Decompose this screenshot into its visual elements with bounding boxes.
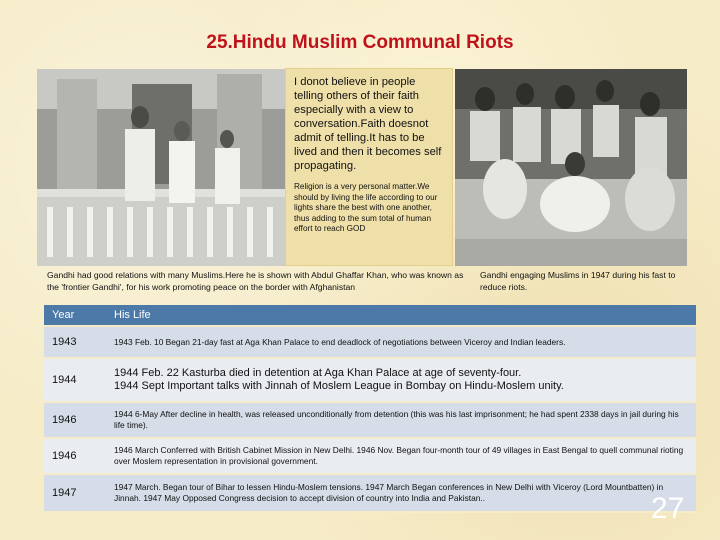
row-life-text: 1943 Feb. 10 Began 21-day fast at Aga Khan Palace to end deadlock of negotiations between Viceroy and Indian leaders.: [106, 326, 696, 358]
table-row: [44, 474, 696, 512]
row-year: 1947: [44, 474, 106, 512]
row-year: 1944: [44, 358, 106, 402]
life-timeline-table: [44, 305, 696, 513]
row-life-text: 1944 6-May After decline in health, was released unconditionally from detention (this was his last imprisonment; he had spent 2338 days in jail during his life time).: [106, 402, 696, 438]
row-life-text: 1946 March Conferred with British Cabinet Mission in New Delhi. 1946 Nov. Began four-month tour of 49 villages in East Bengal to quell communal rioting over Moslem representation in provisional government.: [106, 438, 696, 474]
caption-right: Gandhi engaging Muslims in 1947 during his fast to reduce riots.: [480, 270, 676, 292]
table-header-row: [44, 305, 696, 326]
table-row: [44, 438, 696, 474]
row-life-text: 1947 March. Began tour of Bihar to lessen Hindu-Moslem tensions. 1947 March Began conferences in New Delhi with Viceroy (Lord Mountbatten) in Jinnah. 1947 May Opposed Congress decision to accept division of country into India and Pakistan..: [106, 474, 696, 512]
caption-left: Gandhi had good relations with many Muslims.Here he is shown with Abdul Ghaffar Khan, who was known as the 'frontier Gandhi', for his work promoting peace on the border with Afghanistan: [47, 270, 464, 292]
header-his-life: His Life: [106, 305, 696, 326]
header-year: Year: [44, 305, 106, 326]
table-row: [44, 358, 696, 402]
table-row: [44, 402, 696, 438]
photo-gandhi-fast-1947: [455, 69, 687, 266]
slide-title: 25.Hindu Muslim Communal Riots: [206, 32, 514, 53]
table-row: [44, 326, 696, 358]
row-year: 1943: [44, 326, 106, 358]
row-year: 1946: [44, 438, 106, 474]
quote-box: [285, 68, 453, 266]
quote-sub-text: Religion is a very personal matter.We should by living the life according to our lights share the best with one another, thus adding to the sum total of human effort to reach GOD: [294, 182, 438, 233]
page-number: 27: [651, 492, 685, 525]
quote-main-text: I donot believe in people telling others of their faith especially with a view to conversation.Faith doesnot admit of telling.It has to be lived and then it becomes self propagating.: [294, 76, 442, 172]
photo-gandhi-ghaffar-khan: [37, 69, 285, 266]
row-year: 1946: [44, 402, 106, 438]
row-life-text: 1944 Feb. 22 Kasturba died in detention at Aga Khan Palace at age of seventy-four. 1944 Sept Important talks with Jinnah of Moslem League in Bombay on Hindu-Moslem unity.: [106, 358, 696, 402]
